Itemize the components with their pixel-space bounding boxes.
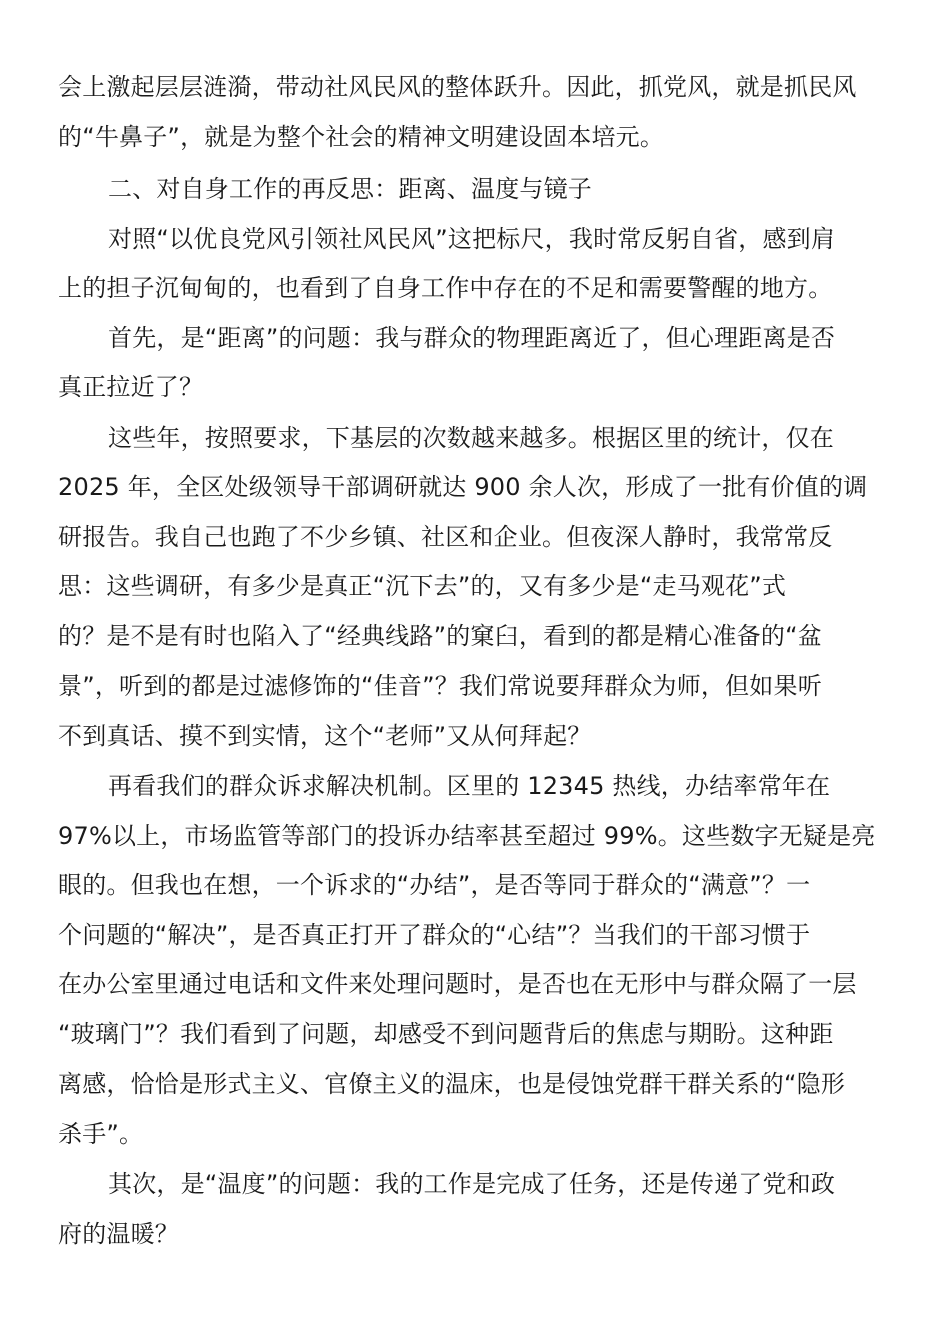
text-line: 真正拉近了？	[58, 373, 204, 401]
text-line: 府的温暖？	[58, 1220, 179, 1248]
text-line: 首先，是“距离”的问题：我与群众的物理距离近了，但心理距离是否	[108, 324, 836, 352]
text-line: 97%以上，市场监管等部门的投诉办结率甚至超过 99%。这些数字无疑是亮	[58, 822, 876, 850]
text-line: 2025 年，全区处级领导干部调研就达 900 余人次，形成了一批有价值的调	[58, 473, 868, 501]
text-line: 的“牛鼻子”，就是为整个社会的精神文明建设固本培元。	[58, 123, 665, 151]
text-line: 再看我们的群众诉求解决机制。区里的 12345 热线，办结率常年在	[108, 772, 831, 800]
text-line: 不到真话、摸不到实情，这个“老师”又从何拜起？	[58, 722, 592, 750]
text-line: 眼的。但我也在想，一个诉求的“办结”，是否等同于群众的“满意”？一	[58, 871, 811, 899]
section-heading: 二、对自身工作的再反思：距离、温度与镜子	[108, 175, 592, 203]
text-line: 离感，恰恰是形式主义、官僚主义的温床，也是侵蚀党群干群关系的“隐形	[58, 1070, 846, 1098]
text-line: 对照“以优良党风引领社风民风”这把标尺，我时常反躬自省，感到肩	[108, 225, 836, 253]
text-line: 其次，是“温度”的问题：我的工作是完成了任务，还是传递了党和政	[108, 1170, 836, 1198]
text-line: “玻璃门”？我们看到了问题，却感受不到问题背后的焦虑与期盼。这种距	[58, 1020, 834, 1048]
text-line: 景”，听到的都是过滤修饰的“佳音”？我们常说要拜群众为师，但如果听	[58, 672, 822, 700]
text-line: 这些年，按照要求，下基层的次数越来越多。根据区里的统计，仅在	[108, 424, 834, 452]
text-line: 研报告。我自己也跑了不少乡镇、社区和企业。但夜深人静时，我常常反	[58, 523, 833, 551]
text-line: 在办公室里通过电话和文件来处理问题时，是否也在无形中与群众隔了一层	[58, 970, 857, 998]
text-line: 上的担子沉甸甸的，也看到了自身工作中存在的不足和需要警醒的地方。	[58, 274, 833, 302]
text-line: 会上激起层层涟漪，带动社风民风的整体跃升。因此，抓党风，就是抓民风	[58, 73, 857, 101]
text-line: 思：这些调研，有多少是真正“沉下去”的，又有多少是“走马观花”式	[58, 572, 787, 600]
text-line: 杀手”。	[58, 1120, 144, 1148]
text-line: 个问题的“解决”，是否真正打开了群众的“心结”？当我们的干部习惯于	[58, 921, 811, 949]
text-line: 的？是不是有时也陷入了“经典线路”的窠臼，看到的都是精心准备的“盆	[58, 622, 822, 650]
